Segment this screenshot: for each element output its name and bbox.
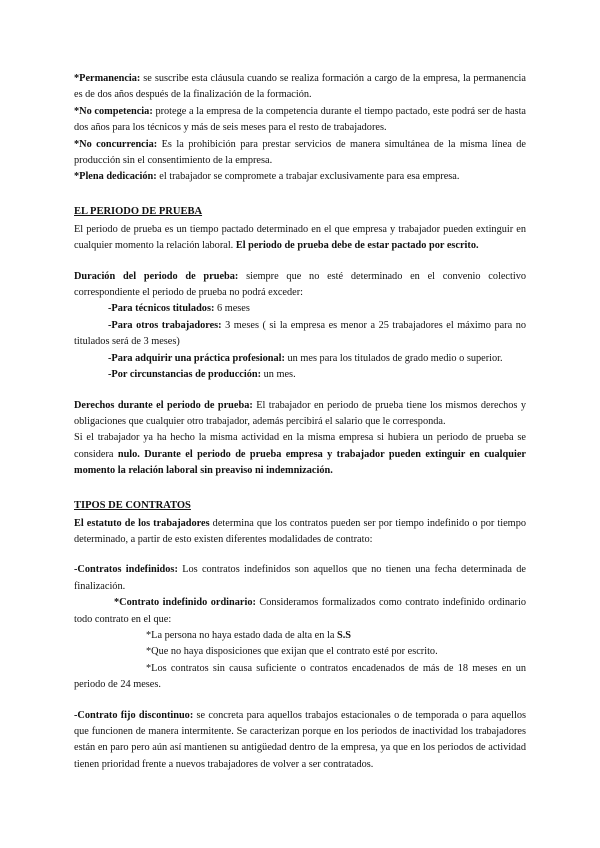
estatuto-paragraph: El estatuto de los trabajadores determina que los contratos pueden ser por tiempo indefinido o por tiempo determinado, a partir de esto existen diferentes modalidades de contrato: — [74, 517, 526, 545]
indefinidos-paragraph: -Contratos indefinidos: Los contratos indefinidos son aquellos que no tienen una fecha determinada de finalización. — [74, 564, 526, 592]
duracion-item-practica: -Para adquirir una práctica profesional: un mes para los titulados de grado medio o superior. — [108, 352, 503, 364]
clause-permanencia: *Permanencia: se suscribe esta cláusula cuando se realiza formación a cargo de la empresa, la permanencia es de dos años después de la finalización de la formación. — [74, 73, 526, 101]
condicion-alta: *La persona no haya estado dada de alta en la S.S — [146, 629, 352, 641]
derechos-paragraph: Derechos durante el periodo de prueba: El trabajador en periodo de prueba tiene los mismos derechos y obligaciones que cualquier otro trabajador, además percibirá el salario que le corresponda. — [74, 399, 527, 427]
duracion-item-otros: -Para otros trabajadores: 3 meses ( si la empresa es menor a 25 trabajadores el máximo para no titulados será de 3 meses) — [74, 319, 526, 348]
condicion-encadenados: *Los contratos sin causa suficiente o contratos encadenados de más de 18 meses en un periodo de 24 meses. — [74, 662, 526, 691]
ordinario-paragraph: *Contrato indefinido ordinario: Consideramos formalizados como contrato indefinido ordinario todo contrato en el que: — [74, 597, 526, 625]
clause-no-competencia: *No competencia: protege a la empresa de la competencia durante el tiempo pactado, este podrá ser de hasta dos años para los técnicos y más de seis meses para el resto de trabajadores. — [74, 105, 526, 134]
clause-no-concurrencia: *No concurrencia: Es la prohibición para prestar servicios de manera simultánea de la misma línea de producción sin el consentimiento de la empresa. — [74, 138, 526, 167]
section-heading-periodo-prueba: EL PERIODO DE PRUEBA — [74, 205, 203, 217]
nulo-paragraph: Si el trabajador ya ha hecho la misma actividad en la misma empresa si hubiera un periodo de prueba se considera nulo. Durante el periodo de prueba empresa y trabajador pueden extinguir en cualquier momento la relación laboral sin preaviso ni indemnización. — [74, 432, 526, 477]
section-heading-tipos-contratos: TIPOS DE CONTRATOS — [74, 499, 191, 511]
duracion-paragraph: Duración del periodo de prueba: siempre que no esté determinado en el convenio colectivo correspondiente el periodo de prueba no podrá exceder: — [74, 270, 526, 299]
periodo-prueba-intro: El periodo de prueba es un tiempo pactado determinado en el que empresa y trabajador pueden extinguir en cualquier momento la relación laboral. El periodo de prueba debe de estar pactado por escrito. — [74, 223, 526, 252]
fijo-discontinuo-paragraph: -Contrato fijo discontinuo: se concreta para aquellos trabajos estacionales o de temporada o para aquellos que funcionen de manera intermitente. Se caracterizan porque en los periodos de inactividad los trabajadores están en paro pero aún así mantienen su antigüedad dentro de la empresa, ya que en los periodos de actividad tienen prioridad frente a nuevos trabajadores de volver a ser contratados. — [74, 709, 526, 770]
clause-plena-dedicacion: *Plena dedicación: el trabajador se compromete a trabajar exclusivamente para esa empresa. — [74, 171, 460, 183]
duracion-item-circunstancias: -Por circunstancias de producción: un mes. — [108, 369, 296, 381]
condicion-escrito: *Que no haya disposiciones que exijan que el contrato esté por escrito. — [146, 646, 438, 658]
duracion-item-tecnicos: -Para técnicos titulados: 6 meses — [108, 303, 250, 315]
